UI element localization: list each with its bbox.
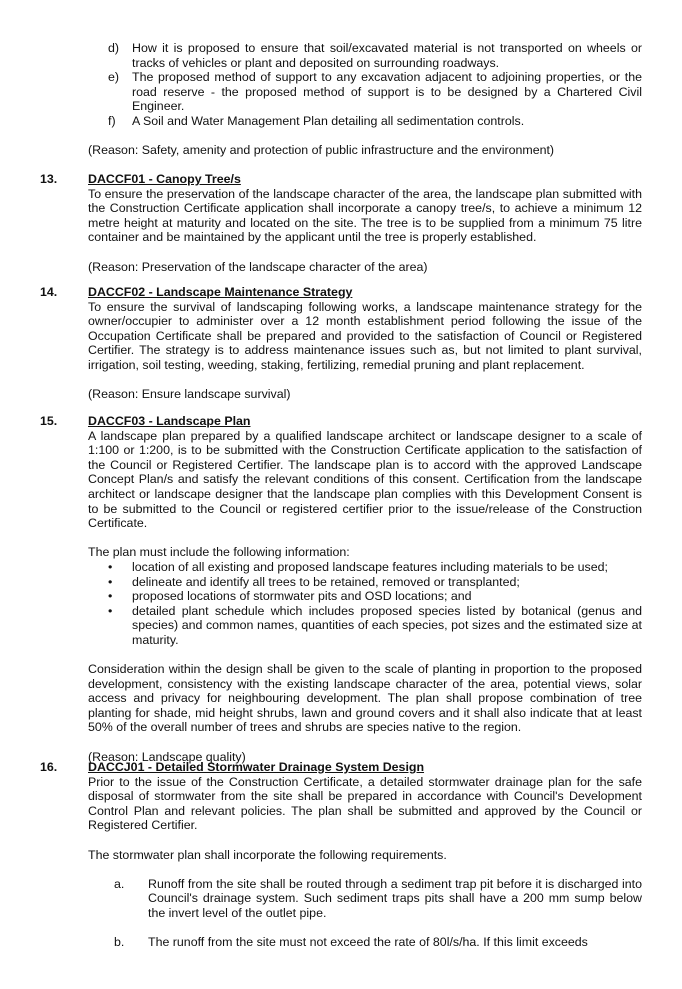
excavation-requirements-list [108, 41, 642, 129]
list-item [88, 604, 642, 648]
list-item-text: Runoff from the site shall be routed through a sediment trap pit before it is discharged into Council's drainage system. Such sediment traps pits shall have a 200 mm sump below the invert level of the outlet pipe. [148, 876, 642, 920]
list-marker: e) [108, 70, 120, 85]
condition-number: 14. [40, 285, 58, 299]
list-intro: The stormwater plan shall incorporate the following requirements. [88, 847, 447, 862]
list-item [88, 560, 642, 575]
condition-title: DACCJ01 - Detailed Stormwater Drainage System Design [88, 760, 425, 774]
list-item [108, 70, 642, 114]
condition-14 [40, 285, 642, 402]
reason-text: (Reason: Safety, amenity and protection of public infrastructure and the environment) [88, 143, 555, 157]
list-marker: b. [114, 935, 125, 950]
condition-paragraph: Consideration within the design shall be given to the scale of planting in proportion to the proposed development, consistency with the existing landscape character of the area, potential views, solar access and privacy for neighbouring development. The plan shall propose combination of tree planting for shade, mid height shrubs, lawn and ground covers and it shall also indicate that at least 50% of the overall number of trees and shrubs are species native to the region. [88, 662, 642, 735]
list-marker: d) [108, 41, 120, 55]
reason-text: (Reason: Preservation of the landscape character of the area) [88, 259, 428, 274]
condition-15 [40, 414, 642, 764]
condition-title: DACCF03 - Landscape Plan [88, 414, 251, 428]
list-item [88, 935, 642, 950]
list-item-text: How it is proposed to ensure that soil/excavated material is not transported on wheels or tracks of vehicles or plant and deposited on surrounding roadways. [132, 41, 642, 70]
condition-body [88, 172, 642, 274]
list-item [88, 575, 642, 590]
condition-paragraph: To ensure the preservation of the landscape character of the area, the landscape plan submitted with the Construction Certificate application shall incorporate a canopy tree/s, to achieve a minimum 12 metre height at maturity and located on the site. The tree is to be supplied from a minimum 75 litre container and be maintained by the applicant until the tree is properly established. [88, 186, 642, 245]
condition-paragraph: A landscape plan prepared by a qualified landscape architect or landscape designer to a scale of 1:100 or 1:200, is to be submitted with the Construction Certificate application to the satisfaction of the Council or Registered Certifier. The landscape plan is to accord with the approved Landscape Concept Plan/s and satisfy the relevant conditions of this consent. Certification from the landscape architect or landscape designer that the landscape plan complies with this Development Consent is to be submitted to the Council or registered certifier prior to the issue/release of the Construction Certificate. [88, 428, 642, 531]
reason-text: (Reason: Ensure landscape survival) [88, 387, 291, 402]
list-item-text: The proposed method of support to any excavation adjacent to adjoining properties, or the road reserve - the proposed method of support is to be designed by a Chartered Civil Engineer. [132, 70, 642, 114]
condition-16 [40, 760, 642, 950]
list-item [88, 589, 642, 604]
list-item [108, 41, 642, 70]
condition-13 [40, 172, 642, 274]
condition-title: DACCF02 - Landscape Maintenance Strategy [88, 285, 353, 299]
bullet-icon: • [108, 559, 113, 574]
plan-information-list [88, 560, 642, 648]
list-marker: a. [114, 876, 125, 891]
list-intro: The plan must include the following information: [88, 545, 350, 560]
list-item-text: proposed locations of stormwater pits and OSD locations; and [132, 589, 472, 604]
bullet-icon: • [108, 574, 113, 589]
list-item-text: A Soil and Water Management Plan detailing all sedimentation controls. [132, 113, 525, 128]
list-item-text: delineate and identify all trees to be retained, removed or transplanted; [132, 574, 520, 589]
condition-number: 15. [40, 414, 58, 428]
condition-body [88, 414, 642, 764]
list-item-text: detailed plant schedule which includes proposed species listed by botanical (genus and species) and common names, quantities of each species, pot sizes and the estimated size at maturity. [132, 603, 642, 647]
condition-number: 16. [40, 760, 58, 774]
condition-paragraph: Prior to the issue of the Construction Certificate, a detailed stormwater drainage plan for the safe disposal of stormwater from the site shall be prepared in accordance with Council's Development Control Plan and relevant policies. The plan shall be submitted and approved by the Council or Registered Certifier. [88, 774, 642, 833]
list-marker: f) [108, 113, 116, 128]
reason-text: (Reason: Landscape quality) [88, 749, 246, 764]
condition-title: DACCF01 - Canopy Tree/s [88, 172, 241, 186]
bullet-icon: • [108, 589, 113, 604]
list-item-text: location of all existing and proposed landscape features including materials to be used; [132, 559, 608, 574]
list-item [88, 877, 642, 921]
condition-number: 13. [40, 172, 58, 186]
condition-body [88, 760, 642, 950]
condition-paragraph: To ensure the survival of landscaping following works, a landscape maintenance strategy for the owner/occupier to administer over a 12 month establishment period following the issue of the Occupation Certificate shall be prepared and provided to the satisfaction of Council or Registered Certifier. The strategy is to address maintenance issues such as, but not limited to plant survival, irrigation, soil testing, weeding, staking, fertilizing, remedial pruning and plant replacement. [88, 299, 642, 372]
list-item [108, 114, 642, 129]
bullet-icon: • [108, 603, 113, 618]
condition-body [88, 285, 642, 402]
list-item-text: The runoff from the site must not exceed the rate of 80l/s/ha. If this limit exceeds [148, 935, 588, 950]
